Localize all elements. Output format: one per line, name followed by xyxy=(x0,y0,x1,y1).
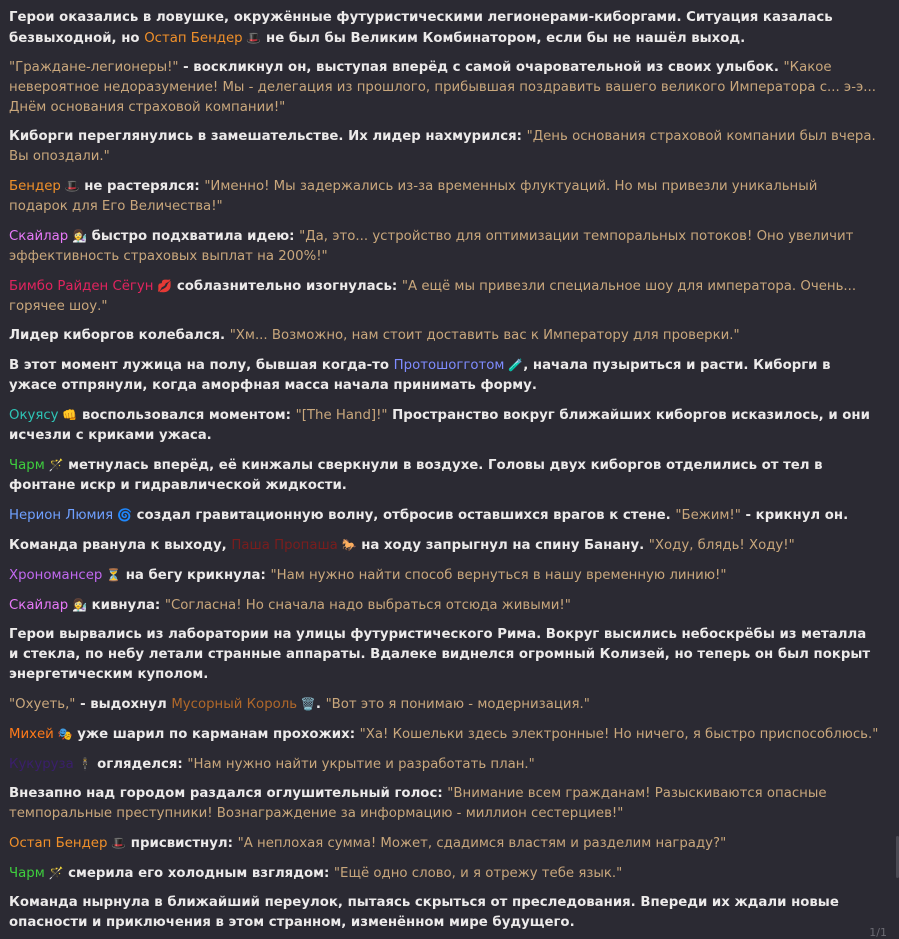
narration-text: огляделся: xyxy=(92,757,188,772)
story-paragraph xyxy=(9,893,879,933)
character-name: Паша Пропаша xyxy=(231,538,338,553)
narration-text: быстро подхватила идею: xyxy=(86,229,300,244)
narration-text: - крикнул он. xyxy=(740,508,849,523)
character-name: Протошогготом xyxy=(393,358,505,373)
character-name: Бендер xyxy=(9,179,61,194)
character-name: Чарм xyxy=(9,458,45,473)
narration-text: соблазнительно изогнулась: xyxy=(172,279,402,294)
character-name: Бимбо Райден Сёгун xyxy=(9,279,154,294)
character-name: Кукуруза xyxy=(9,757,74,772)
quote-text: "Согласна! Но сначала надо выбраться отсюда живыми!" xyxy=(164,598,571,613)
narration-text: не растерялся: xyxy=(79,179,205,194)
narration-text: не был бы Великим Комбинатором, если бы не нашёл выход. xyxy=(261,31,746,46)
fist-icon: 👊 xyxy=(58,408,78,422)
quote-text: "Ещё одно слово, и я отрежу тебе язык." xyxy=(333,866,623,881)
quote-text: "День основания страховой компании был вчера. Вы опоздали." xyxy=(9,129,876,164)
blue-gem-icon: 🌀 xyxy=(113,508,132,522)
story-paragraph xyxy=(9,625,879,685)
theater-masks-icon: 🎭 xyxy=(53,727,73,741)
story-paragraph xyxy=(9,694,879,715)
quote-text: "Граждане-легионеры!" xyxy=(9,60,179,75)
pill-icon: 🧪 xyxy=(504,358,524,372)
figure-icon: 🕴 xyxy=(73,757,93,771)
quote-text: "Бежим!" xyxy=(675,508,741,523)
quote-text: "Ходу, блядь! Ходу!" xyxy=(648,538,795,553)
narration-text: - воскликнул он, выступая вперёд с самой очаровательной из своих улыбок. xyxy=(178,60,784,75)
character-name: Михей xyxy=(9,727,54,742)
character-name: Скайлар xyxy=(9,598,69,613)
quote-text: "А ещё мы привезли специальное шоу для императора. Очень... горячее шоу." xyxy=(9,279,857,314)
narration-text: на ходу запрыгнул на спину Банану. xyxy=(356,538,649,553)
story-paragraph xyxy=(9,565,879,586)
quote-text: "Именно! Мы задержались из-за временных флуктуаций. Но мы привезли уникальный подарок для Его Величества!" xyxy=(9,179,818,214)
scientist-icon: 👩‍🔬 xyxy=(68,229,87,243)
quote-text: "Хм... Возможно, нам стоит доставить вас к Императору для проверки." xyxy=(229,328,740,343)
narration-text: Герои вырвались из лаборатории на улицы футуристического Рима. Вокруг высились небоскрёбы из металла и стекла, по небу летали странные аппараты. Вдалеке виднелся огромный Колизей, но теперь он был покрыт энергетическим куполом. xyxy=(9,627,871,682)
narration-text: Киборги переглянулись в замешательстве. Их лидер нахмурился: xyxy=(9,129,527,144)
horse-icon: 🐎 xyxy=(337,538,357,552)
story-paragraph xyxy=(9,405,879,446)
quote-text: "Внимание всем гражданам! Разыскиваются опасные темпоральные преступники! Вознаграждение за информацию - миллион сестерциев!" xyxy=(9,786,827,821)
quote-text: "Нам нужно найти укрытие и разработать план." xyxy=(187,757,535,772)
story-paragraph xyxy=(9,58,879,118)
narration-text: Пространство вокруг ближайших киборгов исказилось, и они исчезли с криками ужаса. xyxy=(9,408,870,443)
narration-text: Команда рванула к выходу, xyxy=(9,538,232,553)
narration-text: смерила его холодным взглядом: xyxy=(63,866,334,881)
story-paragraph xyxy=(9,535,879,556)
narration-text: присвистнул: xyxy=(126,836,238,851)
narration-text: . xyxy=(315,697,326,712)
top-hat-icon: 🎩 xyxy=(60,179,80,193)
scientist-icon: 👩‍🔬 xyxy=(68,598,87,612)
story-paragraph xyxy=(9,276,879,317)
story-paragraph xyxy=(9,326,879,346)
character-name: Остап Бендер xyxy=(9,836,108,851)
quote-text: "Вот это я понимаю - модернизация." xyxy=(325,697,590,712)
page-indicator: 1/1 xyxy=(869,926,887,939)
narration-text: Герои оказались в ловушке, окружённые футуристическими легионерами-киборгами. Ситуация казалась безвыходной, но xyxy=(9,10,833,46)
narration-text: создал гравитационную волну, отбросив оставшихся врагов к стене. xyxy=(131,508,676,523)
story-paragraph xyxy=(9,833,879,854)
story-paragraph xyxy=(9,754,879,775)
lips-icon: 💋 xyxy=(153,279,173,293)
story-paragraph xyxy=(9,127,879,167)
top-hat-icon: 🎩 xyxy=(242,31,262,45)
character-name: Хрономансер xyxy=(9,568,103,583)
character-name: Скайлар xyxy=(9,229,69,244)
hourglass-icon: ⏳ xyxy=(102,568,122,582)
story-paragraph xyxy=(9,505,879,526)
quote-text: "А неплохая сумма! Может, сдадимся властям и разделим награду?" xyxy=(237,836,727,851)
story-paragraph xyxy=(9,455,879,496)
quote-text: "Ха! Кошельки здесь электронные! Но ничего, я быстро приспособлюсь." xyxy=(359,727,879,742)
narration-text: на бегу крикнула: xyxy=(121,568,271,583)
narration-text: метнулась вперёд, её кинжалы сверкнули в воздухе. Головы двух киборгов отделились от тел в фонтане искр и гидравлической жидкости. xyxy=(9,458,823,493)
character-name: Окуясу xyxy=(9,408,59,423)
story-paragraph xyxy=(9,863,879,884)
narration-text: Внезапно над городом раздался оглушительный голос: xyxy=(9,786,448,801)
character-name: Нерион Люмия xyxy=(9,508,114,523)
story-paragraph xyxy=(9,724,879,745)
quote-text: "Да, это... устройство для оптимизации темпоральных потоков! Оно увеличит эффективность страховых выплат на 200%!" xyxy=(9,229,854,264)
narration-text: В этот момент лужица на полу, бывшая когда-то xyxy=(9,358,394,373)
character-name: Чарм xyxy=(9,866,45,881)
magic-wand-icon: 🪄 xyxy=(44,458,64,472)
narration-text: Команда нырнула в ближайший переулок, пытаясь скрыться от преследования. Впереди их ждали новые опасности и приключения в этом странном, изменённом мире будущего. xyxy=(9,895,839,930)
magic-wand-icon: 🪄 xyxy=(44,866,64,880)
narration-text: уже шарил по карманам прохожих: xyxy=(72,727,360,742)
narration-text: , начала пузыриться и расти. Киборги в ужасе отпрянули, когда аморфная масса начала принимать форму. xyxy=(9,358,831,393)
story-paragraph xyxy=(9,8,879,49)
story-paragraph xyxy=(9,176,879,217)
top-hat-icon: 🎩 xyxy=(107,836,127,850)
quote-text: "Охуеть," xyxy=(9,697,76,712)
character-name: Остап Бендер xyxy=(144,31,243,46)
story-paragraph xyxy=(9,595,879,616)
quote-text: "Нам нужно найти способ вернуться в нашу временную линию!" xyxy=(270,568,727,583)
narration-text: - выдохнул xyxy=(75,697,172,712)
story-paragraph xyxy=(9,355,879,396)
narration-text: Лидер киборгов колебался. xyxy=(9,328,230,343)
trash-can-icon: 🗑️ xyxy=(297,697,316,711)
quote-text: "[The Hand]!" xyxy=(295,408,388,423)
story-paragraph xyxy=(9,784,879,824)
quote-text: "Какое невероятное недоразумение! Мы - делегация из прошлого, прибывшая поздравить вашего великого Императора с... э-э... Днём основания страховой компании!" xyxy=(9,60,876,115)
narration-text: воспользовался моментом: xyxy=(77,408,296,423)
story-paragraph xyxy=(9,226,879,267)
character-name: Мусорный Король xyxy=(171,697,298,712)
narration-text: кивнула: xyxy=(86,598,165,613)
